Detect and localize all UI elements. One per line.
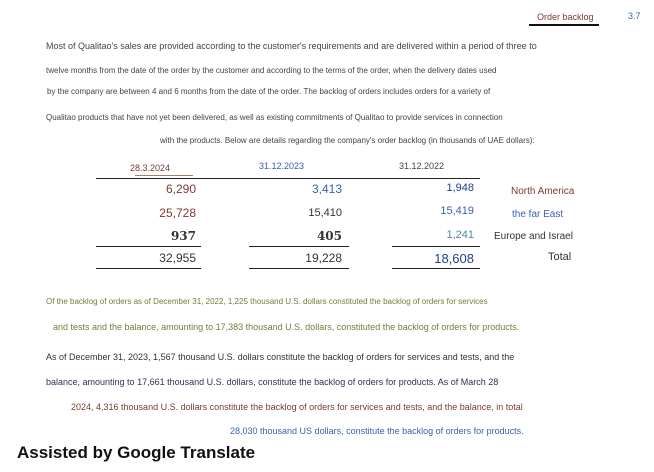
table-top-rule <box>96 178 480 179</box>
total-rule-2022 <box>392 268 480 269</box>
cell-north-america-2024: 6,290 <box>165 182 196 196</box>
total-rule-2024 <box>96 268 201 269</box>
cell-far-east-2024: 25,728 <box>159 206 196 220</box>
cell-total-2023: 19,228 <box>305 251 342 265</box>
intro-line-4: Qualitao products that have not yet been delivered, as well as existing commitments of Qualitao to provide services in connection <box>46 113 503 122</box>
row-label-total: Total <box>548 251 572 263</box>
cell-north-america-2023: 3,413 <box>311 182 342 196</box>
para-2023-line-1: As of December 31, 2023, 1,567 thousand U.S. dollars constitute the backlog of orders for services and tests, and the <box>46 352 515 362</box>
section-number: 3.7 <box>628 11 641 21</box>
section-title-underline <box>529 24 599 26</box>
cell-europe-israel-2023: 405 <box>316 229 342 243</box>
section-title: Order backlog <box>537 12 594 22</box>
column-header-2024-underline <box>135 175 193 176</box>
intro-line-5: with the products. Below are details regarding the company's order backlog (in thousands of UAE dollars): <box>160 136 535 145</box>
total-rule-2023 <box>249 268 349 269</box>
cell-north-america-2022: 1,948 <box>446 182 474 194</box>
para-2023-line-2: balance, amounting to 17,661 thousand U.S. dollars, constitute the backlog of orders for products. As of March 28 <box>46 377 499 387</box>
cell-europe-israel-2022: 1,241 <box>446 229 474 241</box>
cell-total-2022: 18,608 <box>434 251 474 266</box>
para-2023-line-4: 28,030 thousand US dollars, constitute the backlog of orders for products. <box>230 426 524 436</box>
subtotal-rule-2024 <box>96 246 201 247</box>
row-label-far-east: the far East <box>512 209 564 220</box>
intro-line-3: by the company are between 4 and 6 months from the date of the order. The backlog of orders includes orders for a variety of <box>47 87 491 96</box>
row-label-europe-israel: Europe and Israel <box>494 231 573 242</box>
cell-far-east-2022: 15,419 <box>440 205 474 217</box>
cell-total-2024: 32,955 <box>159 251 196 265</box>
subtotal-rule-2022 <box>392 246 480 247</box>
column-header-2023: 31.12.2023 <box>259 161 305 171</box>
para-2022-line-1: Of the backlog of orders as of December 31, 2022, 1,225 thousand U.S. dollars constituted the backlog of orders for services <box>46 297 488 306</box>
column-header-2022: 31.12.2022 <box>399 161 445 171</box>
column-header-2024: 28.3.2024 <box>130 163 171 173</box>
subtotal-rule-2023 <box>249 246 349 247</box>
intro-line-1: Most of Qualitao's sales are provided according to the customer's requirements and are delivered within a period of three to <box>46 41 537 51</box>
para-2023-line-3: 2024, 4,316 thousand U.S. dollars constitute the backlog of orders for services and tests, and the balance, in total <box>71 402 523 412</box>
google-translate-attribution: Assisted by Google Translate <box>17 443 256 462</box>
para-2022-line-2: and tests and the balance, amounting to 17,383 thousand U.S. dollars, constituted the backlog of orders for products. <box>53 322 520 332</box>
intro-line-2: twelve months from the date of the order by the customer and according to the terms of the order, when the delivery dates used <box>46 66 497 75</box>
row-label-north-america: North America <box>511 186 575 197</box>
cell-europe-israel-2024: 937 <box>170 229 196 243</box>
cell-far-east-2023: 15,410 <box>308 207 342 219</box>
